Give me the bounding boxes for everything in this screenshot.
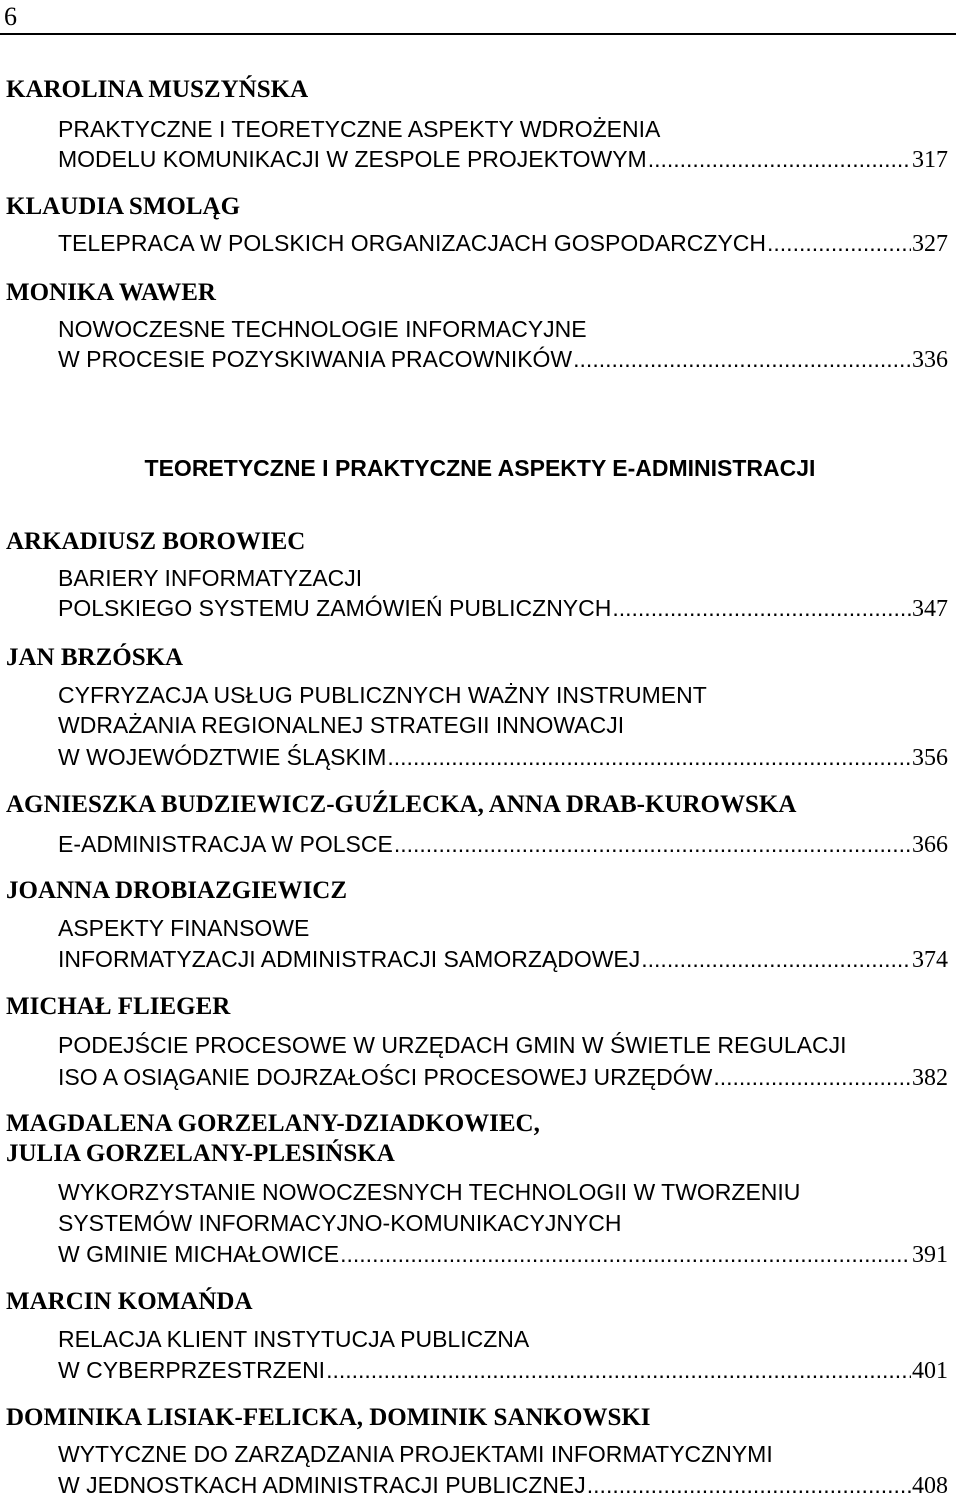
- entry-title-last-line: [58, 1239, 948, 1270]
- entry-title-line: CYFRYZACJA USŁUG PUBLICZNYCH WAŻNY INSTRUMENT: [58, 682, 707, 708]
- dot-leader: [573, 344, 911, 374]
- dot-leader: [612, 593, 911, 623]
- entry-title-line: TELEPRACA W POLSKICH ORGANIZACJACH GOSPODARCZYCH: [58, 230, 767, 256]
- entry-page-number: 366: [912, 832, 948, 858]
- entry-title-line: BARIERY INFORMATYZACJI: [58, 565, 363, 591]
- entry-title-line: MODELU KOMUNIKACJI W ZESPOLE PROJEKTOWYM: [58, 146, 647, 172]
- entry-title-line: RELACJA KLIENT INSTYTUCJA PUBLICZNA: [58, 1326, 530, 1352]
- dot-leader: [587, 1470, 911, 1500]
- entry-title-last-line: [58, 144, 948, 175]
- entry-title-line: NOWOCZESNE TECHNOLOGIE INFORMACYJNE: [58, 316, 587, 342]
- entry-title-line: INFORMATYZACJI ADMINISTRACJI SAMORZĄDOWEJ: [58, 946, 641, 972]
- section-heading: TEORETYCZNE I PRAKTYCZNE ASPEKTY E-ADMINISTRACJI: [144, 455, 816, 481]
- entry-title-line: W WOJEWÓDZTWIE ŚLĄSKIM: [58, 744, 387, 770]
- entry-title-last-line: [58, 829, 948, 860]
- entry-page-number: 391: [912, 1242, 948, 1268]
- entry-author: DOMINIKA LISIAK-FELICKA, DOMINIK SANKOWSKI: [6, 1404, 651, 1431]
- entry-page-number: 336: [912, 347, 948, 373]
- dot-leader: [394, 829, 911, 859]
- dot-leader: [713, 1062, 911, 1092]
- entry-title-last-line: [58, 1470, 948, 1501]
- entry-page-number: 317: [912, 147, 948, 173]
- entry-title-line: W JEDNOSTKACH ADMINISTRACJI PUBLICZNEJ: [58, 1472, 586, 1498]
- entry-author: JAN BRZÓSKA: [6, 644, 184, 671]
- entry-title-line: W GMINIE MICHAŁOWICE: [58, 1241, 340, 1267]
- page-number: 6: [4, 2, 17, 31]
- entry-page-number: 356: [912, 745, 948, 771]
- entry-title-last-line: [58, 344, 948, 375]
- entry-author: ARKADIUSZ BOROWIEC: [6, 528, 306, 555]
- header-rule: [0, 33, 956, 35]
- dot-leader: [767, 228, 911, 258]
- entry-author: JOANNA DROBIAZGIEWICZ: [6, 877, 348, 904]
- entry-title-line: W PROCESIE POZYSKIWANIA PRACOWNIKÓW: [58, 346, 573, 372]
- entry-title-line: E-ADMINISTRACJA W POLSCE: [58, 831, 393, 857]
- entry-author: KAROLINA MUSZYŃSKA: [6, 76, 309, 103]
- entry-title-line: SYSTEMÓW INFORMACYJNO-KOMUNIKACYJNYCH: [58, 1210, 622, 1236]
- entry-title-line: WYKORZYSTANIE NOWOCZESNYCH TECHNOLOGII W TWORZENIU: [58, 1179, 801, 1205]
- entry-author: MAGDALENA GORZELANY-DZIADKOWIEC,: [6, 1110, 540, 1137]
- entry-author: JULIA GORZELANY-PLESIŃSKA: [6, 1140, 395, 1167]
- entry-title-line: WDRAŻANIA REGIONALNEJ STRATEGII INNOWACJI: [58, 712, 625, 738]
- entry-title-last-line: [58, 1355, 948, 1386]
- entry-page-number: 408: [912, 1473, 948, 1499]
- entry-author: MICHAŁ FLIEGER: [6, 993, 231, 1020]
- entry-page-number: 347: [912, 596, 948, 622]
- entry-title-last-line: [58, 742, 948, 773]
- entry-title-line: ISO A OSIĄGANIE DOJRZAŁOŚCI PROCESOWEJ URZĘDÓW: [58, 1064, 713, 1090]
- dot-leader: [387, 742, 911, 772]
- entry-title-last-line: [58, 944, 948, 975]
- entry-title-line: WYTYCZNE DO ZARZĄDZANIA PROJEKTAMI INFORMATYCZNYMI: [58, 1441, 773, 1467]
- dot-leader: [326, 1355, 911, 1385]
- dot-leader: [641, 944, 911, 974]
- entry-title-line: W CYBERPRZESTRZENI: [58, 1357, 326, 1383]
- entry-title-last-line: [58, 593, 948, 624]
- entry-page-number: 382: [912, 1065, 948, 1091]
- entry-title-line: ASPEKTY FINANSOWE: [58, 915, 310, 941]
- dot-leader: [340, 1239, 911, 1269]
- dot-leader: [648, 144, 911, 174]
- entry-title-last-line: [58, 228, 948, 259]
- entry-author: AGNIESZKA BUDZIEWICZ-GUŹLECKA, ANNA DRAB-KUROWSKA: [6, 791, 797, 818]
- entry-title-line: PRAKTYCZNE I TEORETYCZNE ASPEKTY WDROŻENIA: [58, 116, 661, 142]
- entry-author: MONIKA WAWER: [6, 279, 216, 306]
- entry-page-number: 327: [912, 231, 948, 257]
- entry-title-line: PODEJŚCIE PROCESOWE W URZĘDACH GMIN W ŚWIETLE REGULACJI: [58, 1032, 847, 1058]
- entry-title-line: POLSKIEGO SYSTEMU ZAMÓWIEŃ PUBLICZNYCH: [58, 595, 612, 621]
- entry-author: MARCIN KOMAŃDA: [6, 1288, 253, 1315]
- entry-page-number: 401: [912, 1358, 948, 1384]
- entry-page-number: 374: [912, 947, 948, 973]
- entry-title-last-line: [58, 1062, 948, 1093]
- entry-author: KLAUDIA SMOLĄG: [6, 193, 241, 220]
